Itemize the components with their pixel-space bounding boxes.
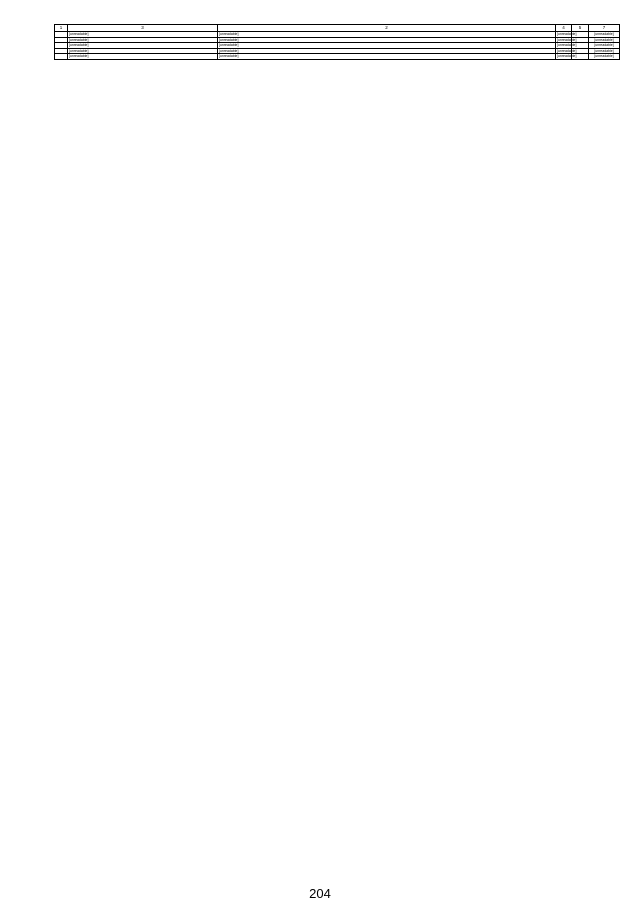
work-type-cell: [unreadable] — [218, 54, 556, 60]
period-cell: [unreadable] — [589, 37, 620, 43]
column-header: 5 — [572, 25, 589, 32]
address-cell: [unreadable] — [68, 54, 218, 60]
year-cell: [unreadable] — [557, 32, 577, 36]
work-type-cell: [unreadable] — [218, 43, 556, 49]
column-header: 2 — [218, 25, 556, 32]
page-number: 204 — [309, 886, 331, 901]
period-cell: [unreadable] — [589, 54, 620, 60]
year-cell: [unreadable] — [557, 37, 577, 42]
work-type-cell: [unreadable] — [218, 32, 556, 38]
column-header: 7 — [589, 25, 620, 32]
column-number-row — [55, 25, 620, 32]
address-cell: [unreadable] — [68, 37, 218, 43]
column-header: 3 — [68, 25, 218, 32]
work-type-cell: [unreadable] — [218, 37, 556, 43]
register-sheet — [54, 24, 619, 60]
table-row — [55, 54, 620, 60]
address-cell: [unreadable] — [68, 43, 218, 49]
year-cell: [unreadable] — [557, 54, 577, 59]
period-cell: [unreadable] — [589, 43, 620, 49]
column-header: 1 — [55, 25, 68, 32]
work-type-cell: [unreadable] — [218, 48, 556, 54]
row-number — [55, 54, 68, 60]
address-cell: [unreadable] — [68, 48, 218, 54]
table-body — [55, 32, 620, 60]
period-cell: [unreadable] — [589, 48, 620, 54]
year-cell: [unreadable] — [557, 43, 577, 48]
year-cell: [unreadable] — [557, 48, 577, 53]
column-header: 4 — [556, 25, 572, 32]
address-cell: [unreadable] — [68, 32, 218, 38]
period-cell: [unreadable] — [589, 32, 620, 38]
works-table — [54, 24, 620, 60]
